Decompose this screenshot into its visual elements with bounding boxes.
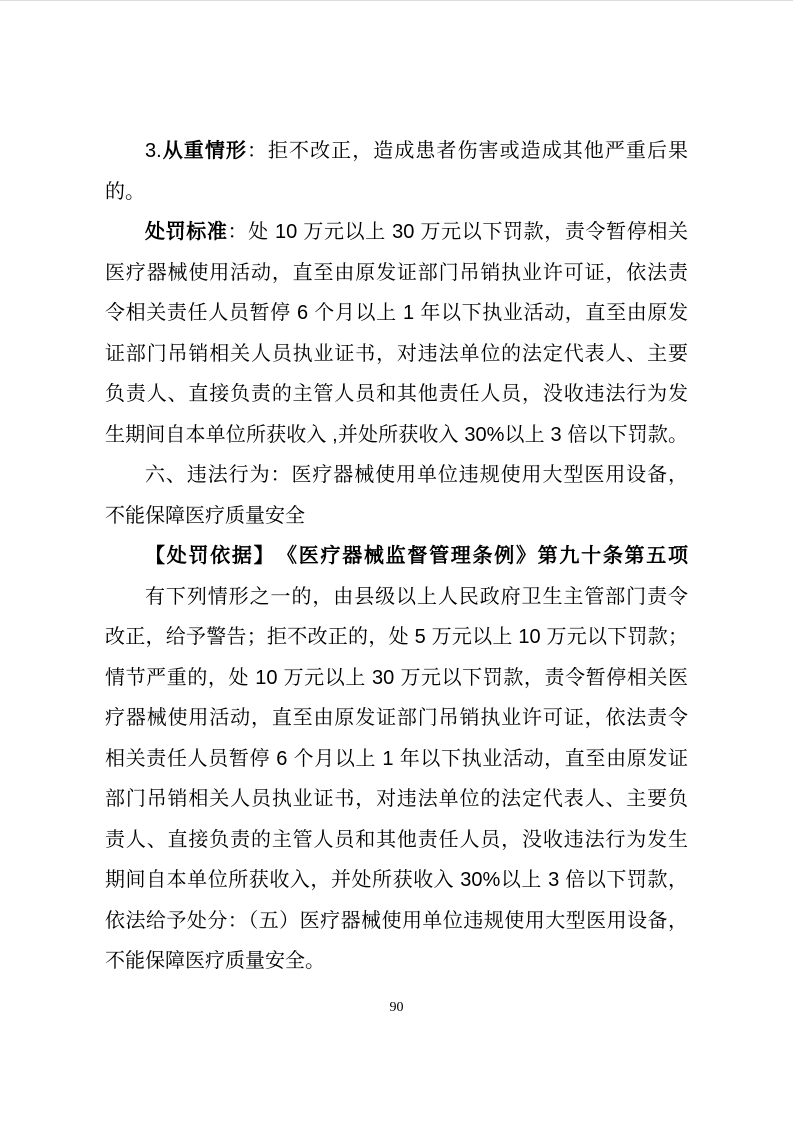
page-footer [0, 999, 793, 1017]
text-line [105, 496, 688, 537]
text-segment: ：处 10 万元以上 30 万元以下罚款，责令暂停相关 [227, 221, 688, 243]
text-line [105, 253, 688, 294]
text-line [105, 212, 688, 253]
text-line [105, 374, 688, 415]
text-segment: 改正，给予警告；拒不改正的，处 5 万元以上 10 万元以下罚款； [105, 626, 688, 648]
text-line [105, 536, 688, 577]
text-segment: 疗器械使用活动，直至由原发证部门吊销执业许可证，依法责令 [105, 707, 688, 729]
text-segment: 负责人、直接负责的主管人员和其他责任人员，没收违法行为发 [105, 383, 688, 405]
text-line [105, 860, 688, 901]
text-segment: 生期间自本单位所获收入 ,并处所获收入 30%以上 3 倍以下罚款。 [105, 423, 688, 446]
text-line [105, 415, 688, 456]
text-segment: 医疗器械使用活动，直至由原发证部门吊销执业许可证，依法责 [105, 261, 688, 284]
text-line [105, 658, 688, 699]
paragraph-regulation-text [105, 577, 688, 982]
text-line [105, 941, 688, 982]
page-number: 90 [389, 1000, 404, 1015]
text-line [105, 455, 688, 496]
text-segment: ：拒不改正，造成患者伤害或造成其他严重后果 [246, 140, 688, 162]
paragraph-aggravated-circumstances [105, 131, 688, 212]
text-line [105, 334, 688, 375]
text-line [105, 172, 688, 213]
text-line [105, 739, 688, 780]
bold-text-segment: 从重情形 [161, 140, 247, 162]
text-segment: 期间自本单位所获收入，并处所获收入 30%以上 3 倍以下罚款， [105, 869, 688, 891]
text-segment: 有下列情形之一的，由县级以上人民政府卫生主管部门责令 [145, 585, 688, 608]
text-line [105, 820, 688, 861]
bold-text-segment: 【处罚依据】 《医疗器械监督管理条例》第九十条第五项 [145, 545, 688, 567]
text-segment: 责人、直接负责的主管人员和其他责任人员，没收违法行为发生 [105, 828, 688, 851]
paragraph-violation-six [105, 455, 688, 536]
bold-text-segment: 处罚标准 [145, 221, 228, 243]
text-line [105, 901, 688, 942]
text-segment: 依法给予处分：（五）医疗器械使用单位违规使用大型医用设备， [105, 909, 688, 932]
text-segment: 证部门吊销相关人员执业证书，对违法单位的法定代表人、主要 [105, 342, 688, 365]
text-segment: 情节严重的，处 10 万元以上 30 万元以下罚款，责令暂停相关医 [105, 666, 688, 689]
text-line [105, 617, 688, 658]
text-segment: 相关责任人员暂停 6 个月以上 1 年以下执业活动，直至由原发证 [105, 747, 688, 770]
text-line [105, 779, 688, 820]
text-segment: 部门吊销相关人员执业证书，对违法单位的法定代表人、主要负 [105, 788, 688, 810]
paragraph-penalty-standard [105, 212, 688, 455]
text-segment: 3. [145, 140, 162, 162]
text-segment: 不能保障医疗质量安全 [105, 504, 305, 527]
text-segment: 令相关责任人员暂停 6 个月以上 1 年以下执业活动，直至由原发 [105, 302, 688, 324]
text-line [105, 577, 688, 618]
text-segment: 的。 [105, 180, 145, 203]
text-line [105, 131, 688, 172]
text-segment: 六、违法行为：医疗器械使用单位违规使用大型医用设备， [145, 464, 688, 486]
document-content [105, 131, 688, 982]
paragraph-penalty-basis-heading [105, 536, 688, 577]
text-segment: 不能保障医疗质量安全。 [105, 950, 325, 972]
text-line [105, 698, 688, 739]
text-line [105, 293, 688, 334]
